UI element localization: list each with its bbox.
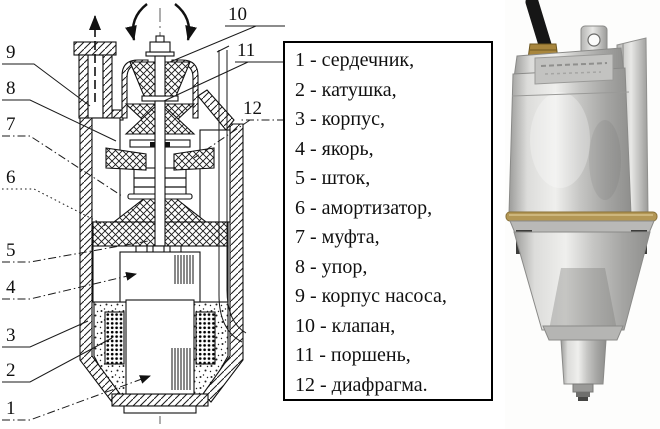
callout-2: 2: [6, 360, 16, 381]
bell-step: [543, 326, 623, 340]
legend-item: 6 - амортизатор,: [295, 196, 433, 219]
legend-item: 7 - муфта,: [295, 226, 380, 248]
legend-item: 4 - якорь,: [295, 137, 374, 160]
lug-hole: [588, 34, 600, 46]
core-laminations: [172, 348, 190, 390]
legend-item: 2 - катушка,: [295, 78, 397, 101]
legend-item: 1 - сердечник,: [295, 49, 415, 71]
legend-item: 11 - поршень,: [295, 344, 411, 366]
nozzle-rib: [576, 392, 590, 397]
suction-arrow-left: [133, 4, 147, 40]
bottom-lip: [124, 406, 196, 413]
pump-cross-section-diagram: [0, 0, 290, 429]
legend-item: 9 - корпус насоса,: [295, 285, 447, 307]
inner-left-channel: [92, 118, 120, 222]
nozzle-tip: [578, 397, 588, 401]
legend-item: 12 - диафрагма.: [295, 373, 428, 396]
callout-11: 11: [237, 40, 256, 61]
callout-5: 5: [6, 240, 16, 261]
rubber-band: [506, 212, 657, 221]
callout-7: 7: [6, 114, 16, 135]
callout-3: 3: [6, 325, 16, 346]
legend-item: 3 - корпус,: [295, 108, 385, 130]
callout-4: 4: [6, 277, 16, 298]
rod: [155, 101, 165, 246]
legend-box: [283, 41, 493, 401]
suction-nozzle: [573, 384, 593, 392]
callout-9: 9: [6, 42, 16, 63]
core: [126, 300, 194, 394]
callout-1: 1: [6, 398, 16, 419]
armature: [120, 252, 200, 302]
pump-photo: [505, 0, 660, 429]
callout-10: 10: [228, 4, 247, 25]
body-highlight: [530, 92, 590, 188]
legend-item: 8 - упор,: [295, 255, 368, 278]
legend-item: 5 - шток,: [295, 167, 371, 189]
body-shadow: [589, 120, 621, 200]
callout-8: 8: [6, 78, 16, 99]
callout-12: 12: [243, 98, 262, 119]
embossed-marking: [535, 54, 613, 84]
callout-6: 6: [6, 167, 16, 188]
valve: [130, 36, 190, 96]
lower-cylinder: [561, 340, 606, 384]
armature-laminations: [175, 255, 193, 284]
legend-item: 10 - клапан,: [295, 314, 396, 337]
bell-shadow: [549, 268, 617, 330]
suction-arrow-right: [175, 4, 189, 40]
